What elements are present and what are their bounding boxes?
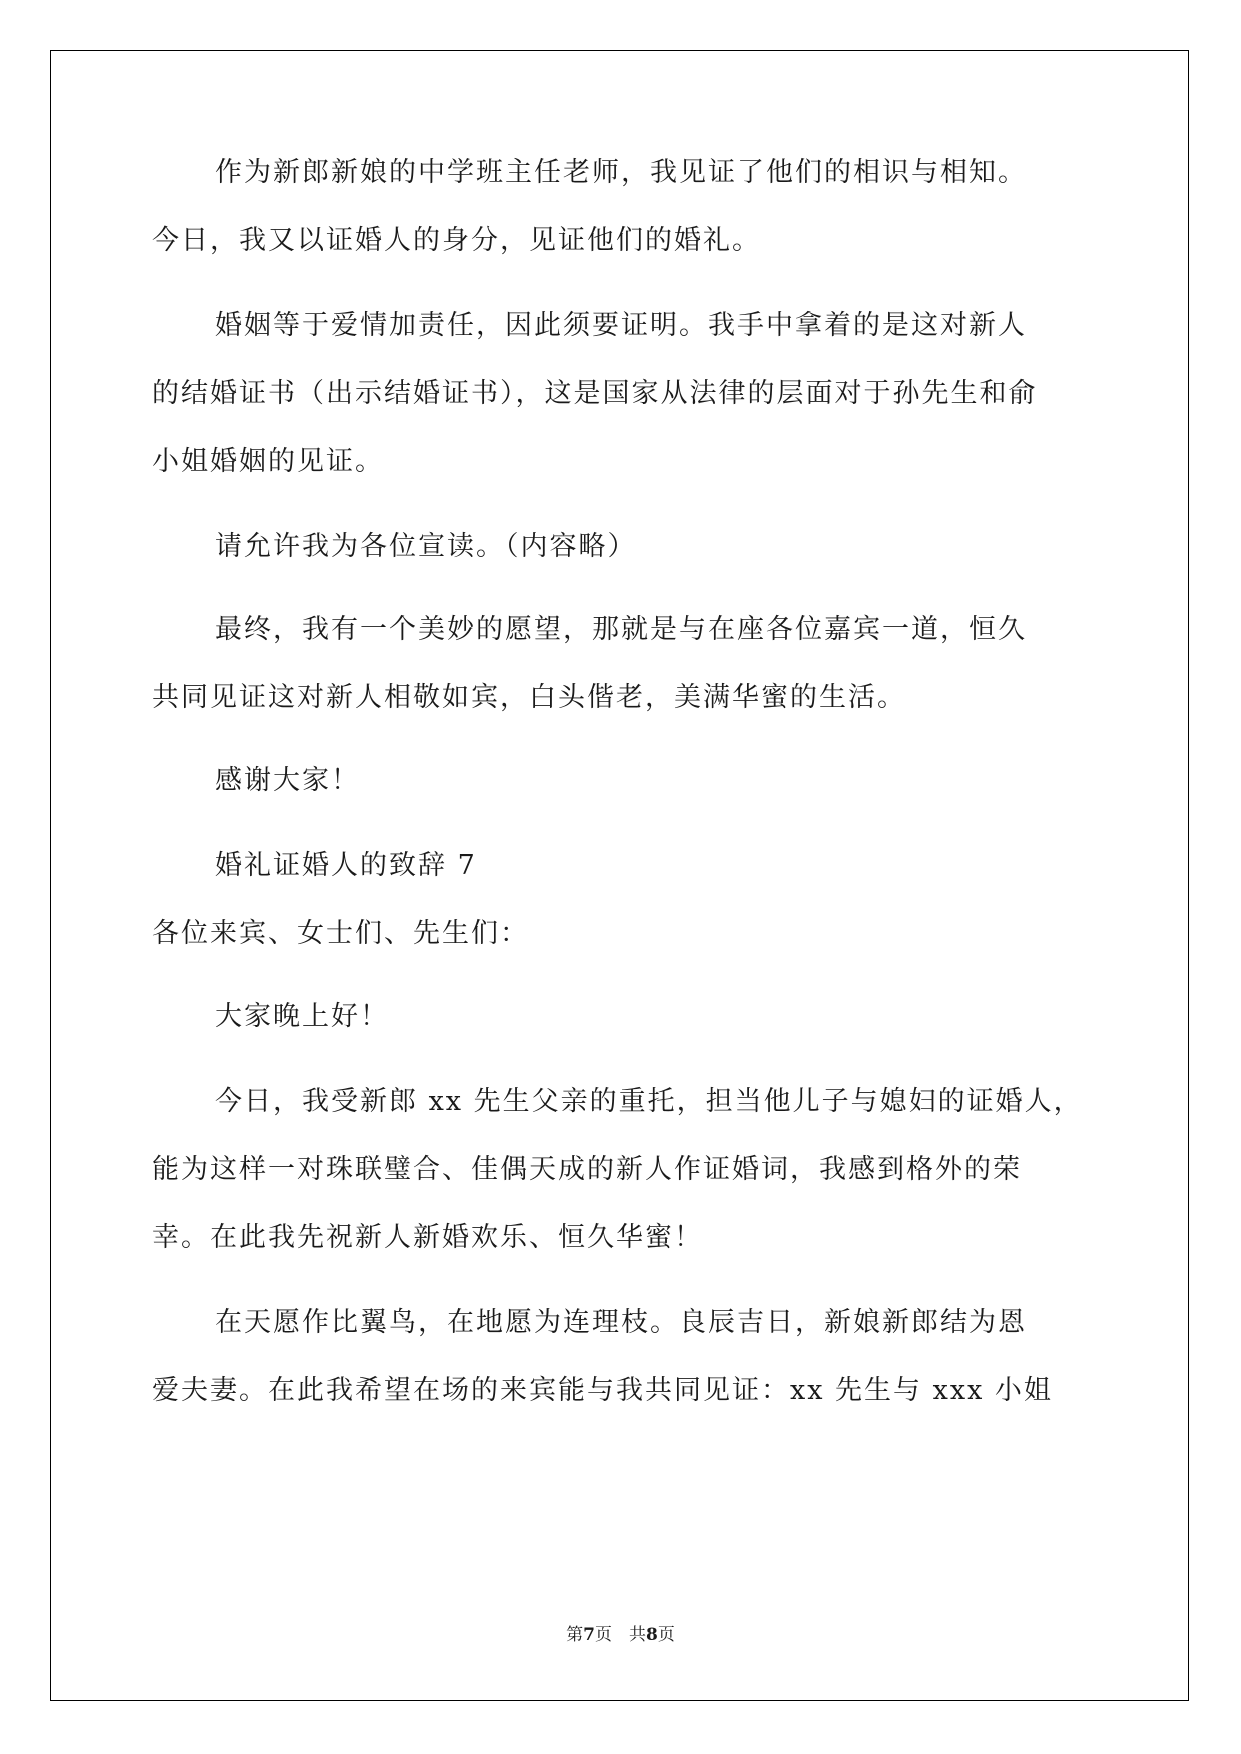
text-line: 共同见证这对新人相敬如宾，白头偕老，美满华蜜的生活。: [152, 682, 906, 713]
text-line: 爱夫妻。在此我希望在场的来宾能与我共同见证：xx 先生与 xxx 小姐: [152, 1375, 1053, 1406]
text-line: 小姐婚姻的见证。: [152, 446, 384, 477]
salutation: 各位来宾、女士们、先生们：: [152, 918, 529, 949]
text-line: 作为新郎新娘的中学班主任老师，我见证了他们的相识与相知。: [215, 157, 1027, 188]
text-line: 幸。在此我先祝新人新婚欢乐、恒久华蜜！: [152, 1222, 703, 1253]
text-line: 的结婚证书（出示结婚证书），这是国家从法律的层面对于孙先生和俞: [152, 378, 1038, 409]
section-heading: 婚礼证婚人的致辞 7: [215, 850, 477, 881]
text-line: 今日，我又以证婚人的身分，见证他们的婚礼。: [152, 225, 761, 256]
current-page-number: 7: [583, 1625, 595, 1645]
text-line: 最终，我有一个美妙的愿望，那就是与在座各位嘉宾一道，恒久: [215, 614, 1027, 645]
total-page-number: 8: [646, 1625, 658, 1645]
text-line: 请允许我为各位宣读。（内容略）: [215, 531, 637, 562]
text-line: 婚姻等于爱情加责任，因此须要证明。我手中拿着的是这对新人: [215, 310, 1027, 341]
footer-prefix: 第: [566, 1625, 584, 1645]
text-line: 今日，我受新郎 xx 先生父亲的重托，担当他儿子与媳妇的证婚人，: [215, 1086, 1083, 1117]
text-line: 感谢大家！: [215, 765, 360, 796]
greeting: 大家晚上好！: [215, 1001, 389, 1032]
footer-mid: 页 共: [595, 1625, 646, 1645]
page-footer: [0, 1620, 1241, 1645]
footer-suffix: 页: [657, 1625, 675, 1645]
text-line: 在天愿作比翼鸟，在地愿为连理枝。良辰吉日，新娘新郎结为恩: [215, 1307, 1027, 1338]
text-line: 能为这样一对珠联璧合、佳偶天成的新人作证婚词，我感到格外的荣: [152, 1154, 1022, 1185]
